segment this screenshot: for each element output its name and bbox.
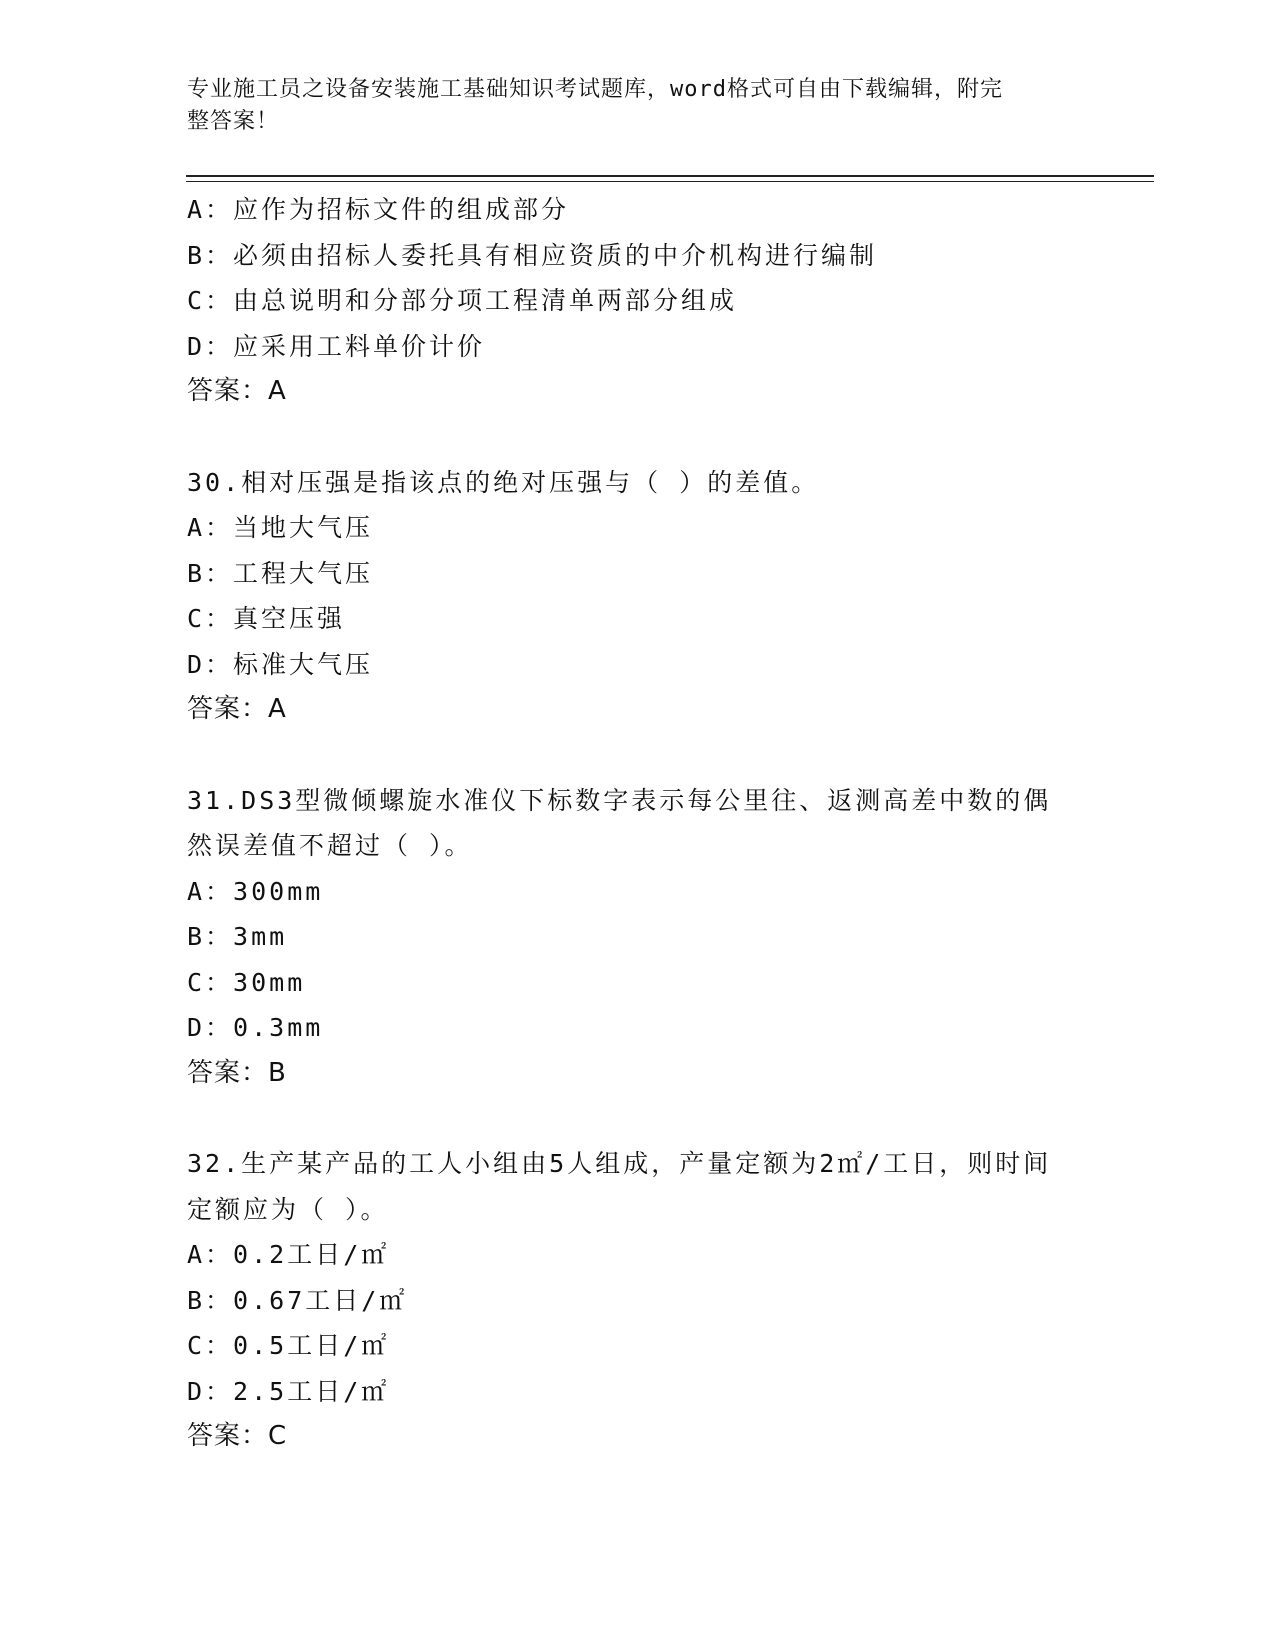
header-line-1: 专业施工员之设备安装施工基础知识考试题库，word格式可自由下载编辑，附完 bbox=[187, 77, 1003, 102]
header-divider-thin bbox=[186, 181, 1154, 182]
option-c: C：0.5工日/㎡ bbox=[187, 1331, 390, 1360]
option-c: C：30mm bbox=[187, 967, 306, 997]
question-30 bbox=[187, 460, 1087, 733]
answer-line: 答案：A bbox=[187, 376, 287, 406]
question-31 bbox=[187, 778, 1087, 1097]
option-a: A：应作为招标文件的组成部分 bbox=[187, 195, 570, 224]
question-stem: 32.生产某产品的工人小组由5人组成，产量定额为2㎡/工日，则时间定额应为（ ）。 bbox=[187, 1149, 1052, 1224]
option-b: B：工程大气压 bbox=[187, 558, 374, 588]
option-d: D：0.3mm bbox=[187, 1013, 324, 1042]
option-a: A：当地大气压 bbox=[187, 513, 374, 542]
question-list bbox=[187, 187, 1087, 1460]
answer-line: 答案：B bbox=[187, 1057, 287, 1088]
question-stem: 30.相对压强是指该点的绝对压强与（ ）的差值。 bbox=[187, 467, 820, 497]
option-b: B：必须由招标人委托具有相应资质的中介机构进行编制 bbox=[187, 240, 878, 270]
spacer bbox=[187, 1096, 1087, 1141]
option-b: B：3mm bbox=[187, 922, 288, 951]
option-d: D：标准大气压 bbox=[187, 649, 374, 679]
option-c: C：由总说明和分部分项工程清单两部分组成 bbox=[187, 286, 738, 315]
option-b: B：0.67工日/㎡ bbox=[187, 1285, 408, 1315]
option-c: C：真空压强 bbox=[187, 604, 346, 633]
question-29 bbox=[187, 187, 1087, 415]
answer-line: 答案：C bbox=[187, 1421, 288, 1451]
question-32 bbox=[187, 1141, 1087, 1460]
option-d: D：2.5工日/㎡ bbox=[187, 1376, 390, 1406]
option-d: D：应采用工料单价计价 bbox=[187, 331, 486, 361]
question-stem: 31.DS3型微倾螺旋水准仪下标数字表示每公里往、返测高差中数的偶然误差值不超过（ ）。 bbox=[187, 785, 1052, 860]
spacer bbox=[187, 415, 1087, 460]
option-a: A：0.2工日/㎡ bbox=[187, 1240, 390, 1269]
header-line-2: 整答案！ bbox=[187, 109, 280, 134]
document-header bbox=[187, 74, 1067, 138]
option-a: A：300mm bbox=[187, 876, 324, 906]
answer-line: 答案：A bbox=[187, 694, 287, 724]
spacer bbox=[187, 733, 1087, 778]
header-divider-thick bbox=[186, 175, 1154, 177]
